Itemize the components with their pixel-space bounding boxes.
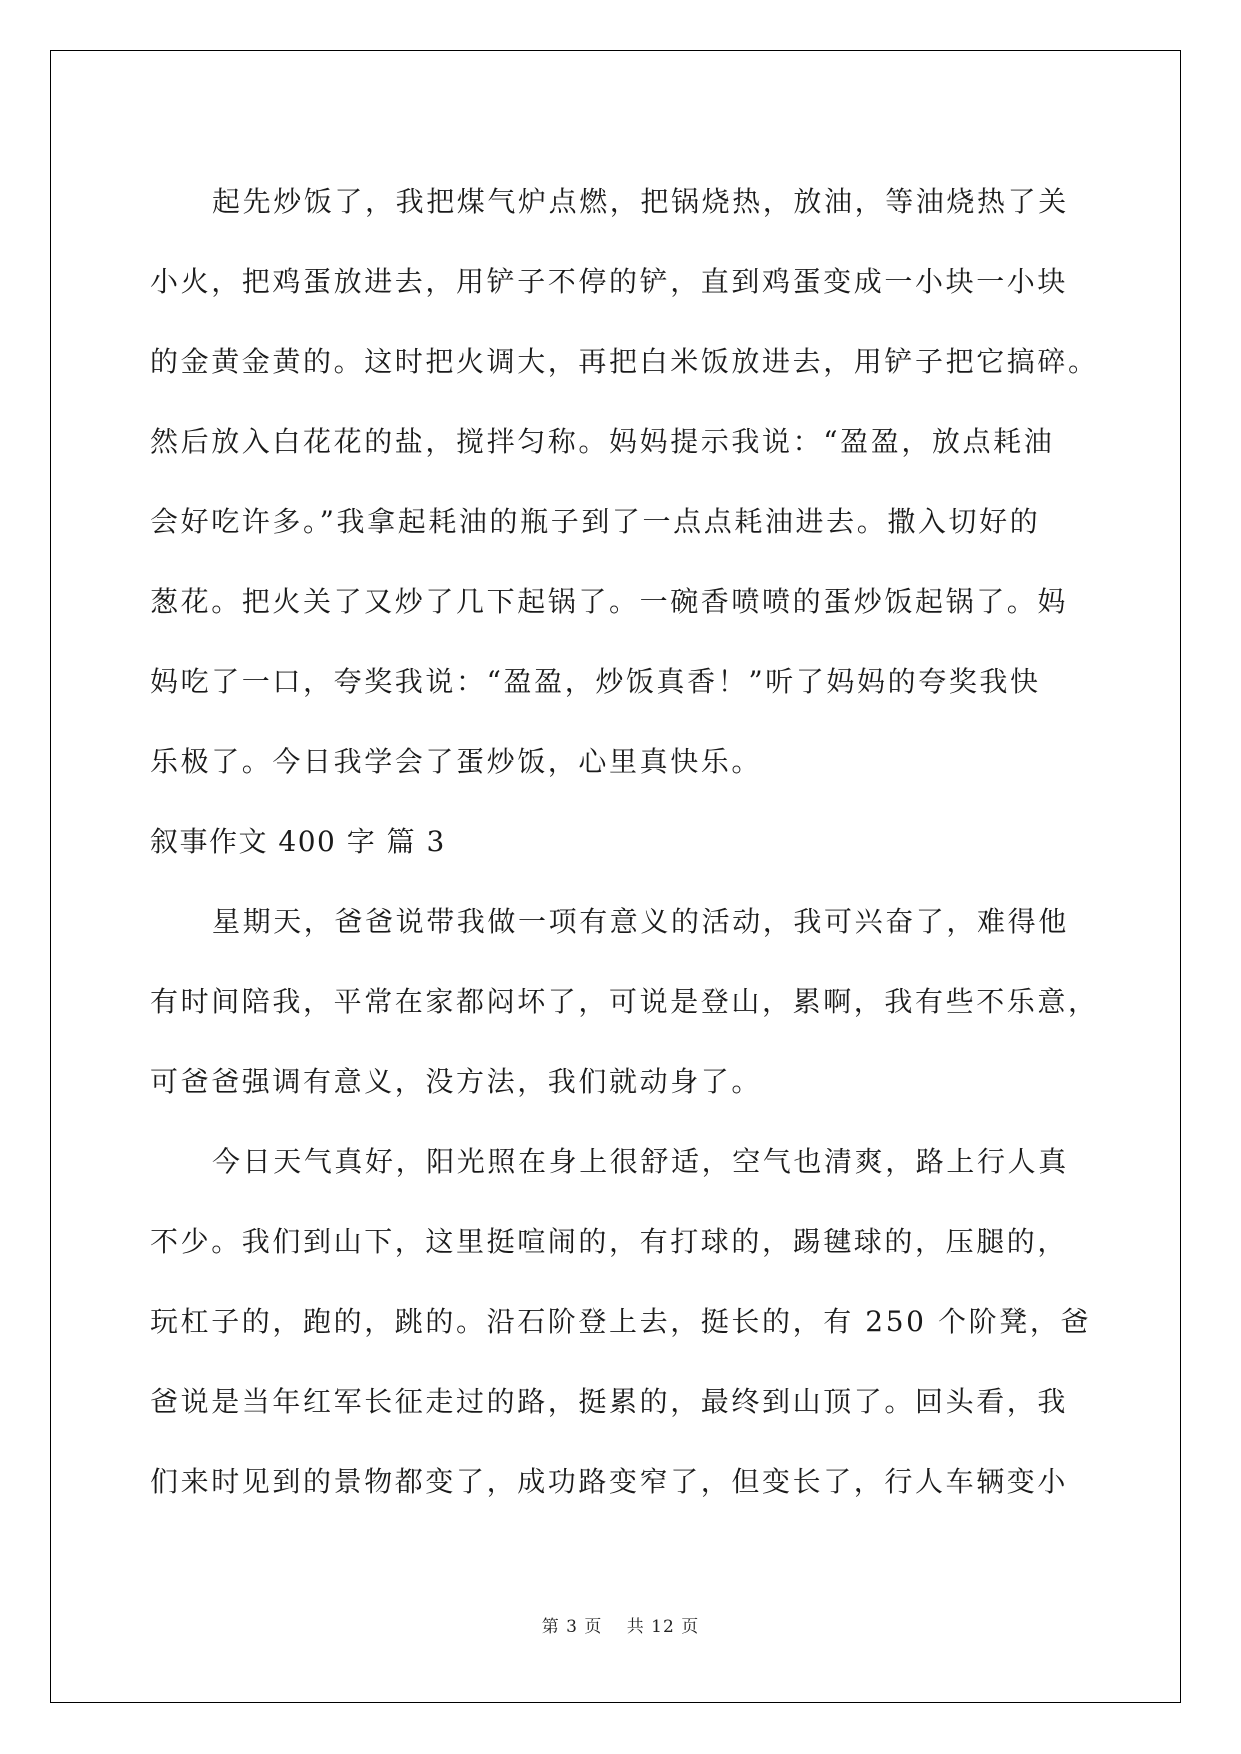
paragraph-line: 不少。我们到山下，这里挺喧闹的，有打球的，踢毽球的，压腿的， <box>150 1225 1069 1258</box>
section-heading: 叙事作文 400 字 篇 3 <box>150 825 446 858</box>
paragraph-line: 们来时见到的景物都变了，成功路变窄了，但变长了，行人车辆变小 <box>150 1465 1069 1498</box>
paragraph-line: 葱花。把火关了又炒了几下起锅了。一碗香喷喷的蛋炒饭起锅了。妈 <box>150 585 1069 618</box>
paragraph-line: 的金黄金黄的。这时把火调大，再把白米饭放进去，用铲子把它搞碎。 <box>150 345 1099 378</box>
paragraph-line: 玩杠子的，跑的，跳的。沿石阶登上去，挺长的，有 250 个阶凳，爸 <box>150 1305 1092 1338</box>
paragraph-line: 可爸爸强调有意义，没方法，我们就动身了。 <box>150 1065 763 1098</box>
paragraph-line: 有时间陪我，平常在家都闷坏了，可说是登山，累啊，我有些不乐意， <box>150 985 1099 1018</box>
paragraph-line: 会好吃许多。”我拿起耗油的瓶子到了一点点耗油进去。撒入切好的 <box>150 505 1041 538</box>
paragraph-line: 妈吃了一口，夸奖我说：“盈盈，炒饭真香！”听了妈妈的夸奖我快 <box>150 665 1041 698</box>
page-count: 共 12 页 <box>626 1617 700 1637</box>
paragraph-line: 今日天气真好，阳光照在身上很舒适，空气也清爽，路上行人真 <box>212 1145 1069 1178</box>
document-body <box>150 162 1099 1522</box>
paragraph-line: 星期天，爸爸说带我做一项有意义的活动，我可兴奋了，难得他 <box>212 905 1069 938</box>
paragraph-line: 小火，把鸡蛋放进去，用铲子不停的铲，直到鸡蛋变成一小块一小块 <box>150 265 1069 298</box>
paragraph-line: 乐极了。今日我学会了蛋炒饭，心里真快乐。 <box>150 745 763 778</box>
paragraph-line: 然后放入白花花的盐，搅拌匀称。妈妈提示我说：“盈盈，放点耗油 <box>150 425 1055 458</box>
paragraph-line: 爸说是当年红军长征走过的路，挺累的，最终到山顶了。回头看，我 <box>150 1385 1069 1418</box>
paragraph-line: 起先炒饭了，我把煤气炉点燃，把锅烧热，放油，等油烧热了关 <box>212 185 1069 218</box>
page-footer <box>0 1612 1241 1637</box>
page-number: 第 3 页 <box>541 1617 603 1637</box>
